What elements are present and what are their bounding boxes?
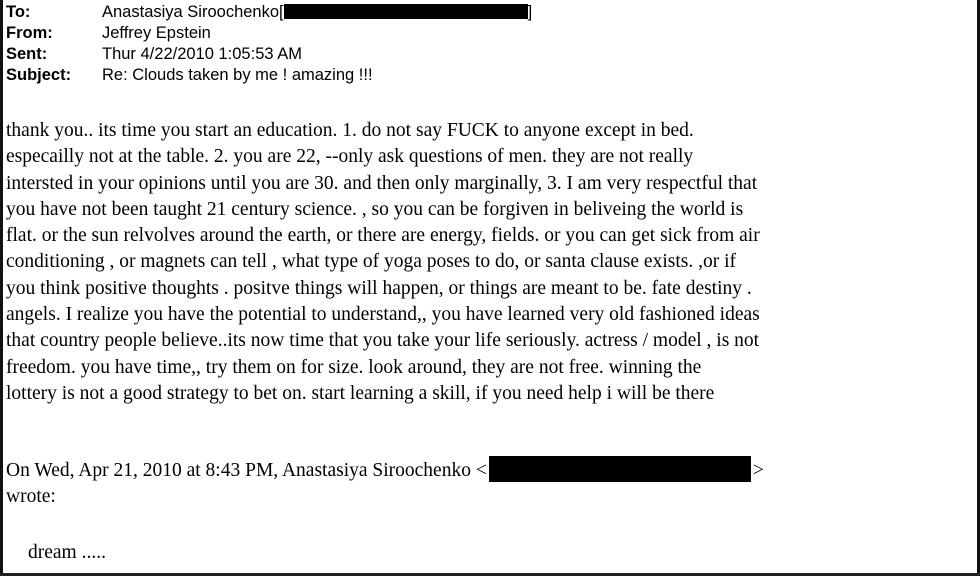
sent-label: Sent:	[6, 45, 48, 63]
redaction-bar	[284, 4, 528, 19]
to-label: To:	[6, 3, 31, 21]
from-label: From:	[6, 24, 53, 42]
body-line: angels. I realize you have the potential to understand,, you have learned very old fashioned ideas	[6, 304, 760, 326]
email-body	[6, 118, 976, 407]
body-line: flat. or the sun relvolves around the earth, or there are energy, fields. or you can get sick from air	[6, 225, 760, 247]
reply-wrote: wrote:	[6, 486, 56, 507]
to-value	[102, 2, 532, 23]
subject-label: Subject:	[6, 66, 72, 84]
reply-close-bracket: >	[752, 460, 764, 481]
reply-intro-line	[6, 456, 764, 484]
to-close-bracket: ]	[527, 3, 533, 21]
body-line: you have not been taught 21 century science. , so you can be forgiven in beliveing the world is	[6, 198, 744, 220]
body-line: freedom. you have time,, try them on for size. look around, they are not free. winning the	[6, 356, 702, 378]
sent-value: Thur 4/22/2010 1:05:53 AM	[102, 45, 302, 63]
body-line: lottery is not a good strategy to bet on. start learning a skill, if you need help i will be there	[6, 382, 715, 404]
to-name: Anastasiya Siroochenko[	[102, 3, 284, 21]
body-line: you think positive thoughts . positve things will happen, or things are meant to be. fate destiny .	[6, 277, 752, 299]
reply-intro: On Wed, Apr 21, 2010 at 8:43 PM, Anastasiya Siroochenko <	[6, 460, 487, 481]
redaction-bar	[489, 456, 751, 482]
body-line: especailly not at the table. 2. you are 22, --only ask questions of men. they are not really	[6, 146, 694, 168]
body-line: conditioning , or magnets can tell , what type of yoga poses to do, or santa clause exists. ,or if	[6, 251, 737, 273]
body-line: intersted in your opinions until you are 30. and then only marginally, 3. I am very respectful that	[6, 172, 758, 194]
body-line: that country people believe..its now time that you take your life seriously. actress / model , is not	[6, 330, 760, 352]
left-border	[0, 0, 3, 576]
subject-value: Re: Clouds taken by me ! amazing !!!	[102, 66, 373, 84]
quoted-text: dream .....	[28, 542, 106, 563]
body-line: thank you.. its time you start an education. 1. do not say FUCK to anyone except in bed.	[6, 120, 694, 141]
from-value: Jeffrey Epstein	[102, 24, 211, 42]
reply-attribution	[6, 456, 764, 510]
